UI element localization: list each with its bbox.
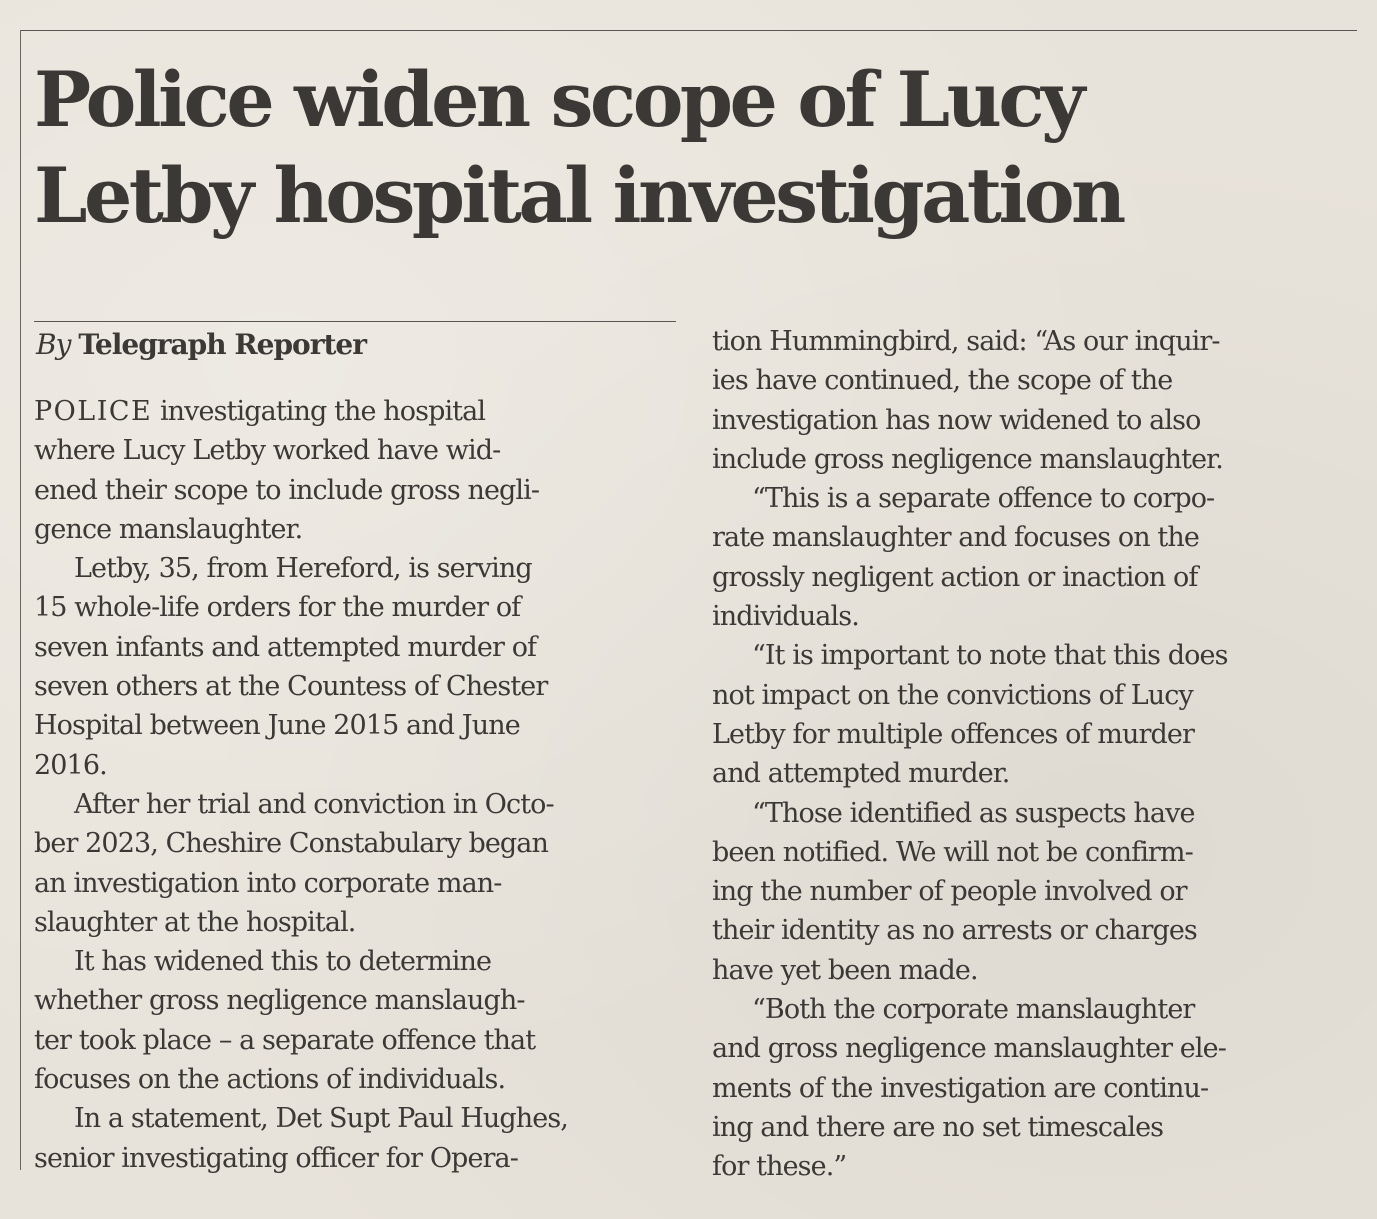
left-rule: [20, 30, 21, 1170]
article-line: In a statement, Det Supt Paul Hughes,: [74, 1103, 568, 1135]
article-line: 2016.: [34, 749, 107, 781]
article-line: ter took place – a separate offence that: [34, 1024, 536, 1056]
article-line: seven infants and attempted murder of: [34, 631, 537, 663]
article-line: where Lucy Letby worked have wid-: [34, 435, 501, 467]
article-line: ber 2023, Cheshire Constabulary began: [34, 828, 548, 860]
article-line: ened their scope to include gross negli-: [34, 474, 540, 506]
article-line: for these.”: [712, 1151, 847, 1183]
article-line: an investigation into corporate man-: [34, 867, 502, 899]
article-line: not impact on the convictions of Lucy: [712, 679, 1193, 711]
article-line: tion Hummingbird, said: “As our inquir-: [712, 326, 1220, 357]
article-line: Hospital between June 2015 and June: [34, 710, 520, 742]
article-line: ies have continued, the scope of the: [712, 365, 1173, 397]
article-line: grossly negligent action or inaction of: [712, 561, 1198, 593]
article-line: ing and there are no set timescales: [712, 1111, 1164, 1143]
headline-line-1: Police widen scope of Lucy: [34, 55, 1082, 144]
article-line: rate manslaughter and focuses on the: [712, 522, 1199, 554]
article-line: been notified. We will not be confirm-: [712, 836, 1193, 868]
article-line: individuals.: [712, 601, 859, 633]
article-line: “Both the corporate manslaughter: [752, 994, 1195, 1026]
article-line: ments of the investigation are continu-: [712, 1072, 1209, 1104]
byline: [36, 323, 366, 367]
top-rule: [20, 30, 1357, 31]
article-line-text: investigating the hospital: [152, 396, 486, 427]
headline: [34, 52, 1364, 244]
byline-reporter: Telegraph Reporter: [78, 328, 366, 361]
article-line: It has widened this to determine: [74, 946, 492, 978]
article-line: “It is important to note that this does: [752, 640, 1228, 672]
article-line: [34, 392, 684, 431]
article-line: “This is a separate offence to corpo-: [752, 483, 1215, 515]
article-line: whether gross negligence manslaugh-: [34, 985, 525, 1017]
article-line: include gross negligence manslaughter.: [712, 443, 1223, 475]
article-line: and gross negligence manslaughter ele-: [712, 1033, 1226, 1065]
article-line: have yet been made.: [712, 954, 978, 986]
article-line: 15 whole-life orders for the murder of: [34, 592, 521, 624]
article-line: Letby for multiple offences of murder: [712, 718, 1194, 750]
lead-word: POLICE: [34, 396, 153, 427]
article-column-2: [712, 322, 1362, 1187]
article-line: Letby, 35, from Hereford, is serving: [74, 553, 532, 585]
headline-line-2: Letby hospital investigation: [34, 151, 1123, 240]
byline-by: By: [36, 328, 71, 361]
article-line: ing the number of people involved or: [712, 876, 1187, 908]
article-line: gence manslaughter.: [34, 513, 303, 545]
article-line: seven others at the Countess of Chester: [34, 671, 548, 703]
article-line: their identity as no arrests or charges: [712, 915, 1197, 947]
article-column-1: [34, 392, 684, 1178]
article-line: slaughter at the hospital.: [34, 906, 356, 938]
article-line: focuses on the actions of individuals.: [34, 1064, 506, 1096]
article-line: investigation has now widened to also: [712, 404, 1201, 436]
article-line: and attempted murder.: [712, 758, 1010, 790]
article-line: senior investigating officer for Opera-: [34, 1142, 518, 1174]
article-line: “Those identified as suspects have: [752, 797, 1195, 829]
byline-rule: [34, 321, 676, 322]
article-line: After her trial and conviction in Octo-: [74, 788, 554, 820]
